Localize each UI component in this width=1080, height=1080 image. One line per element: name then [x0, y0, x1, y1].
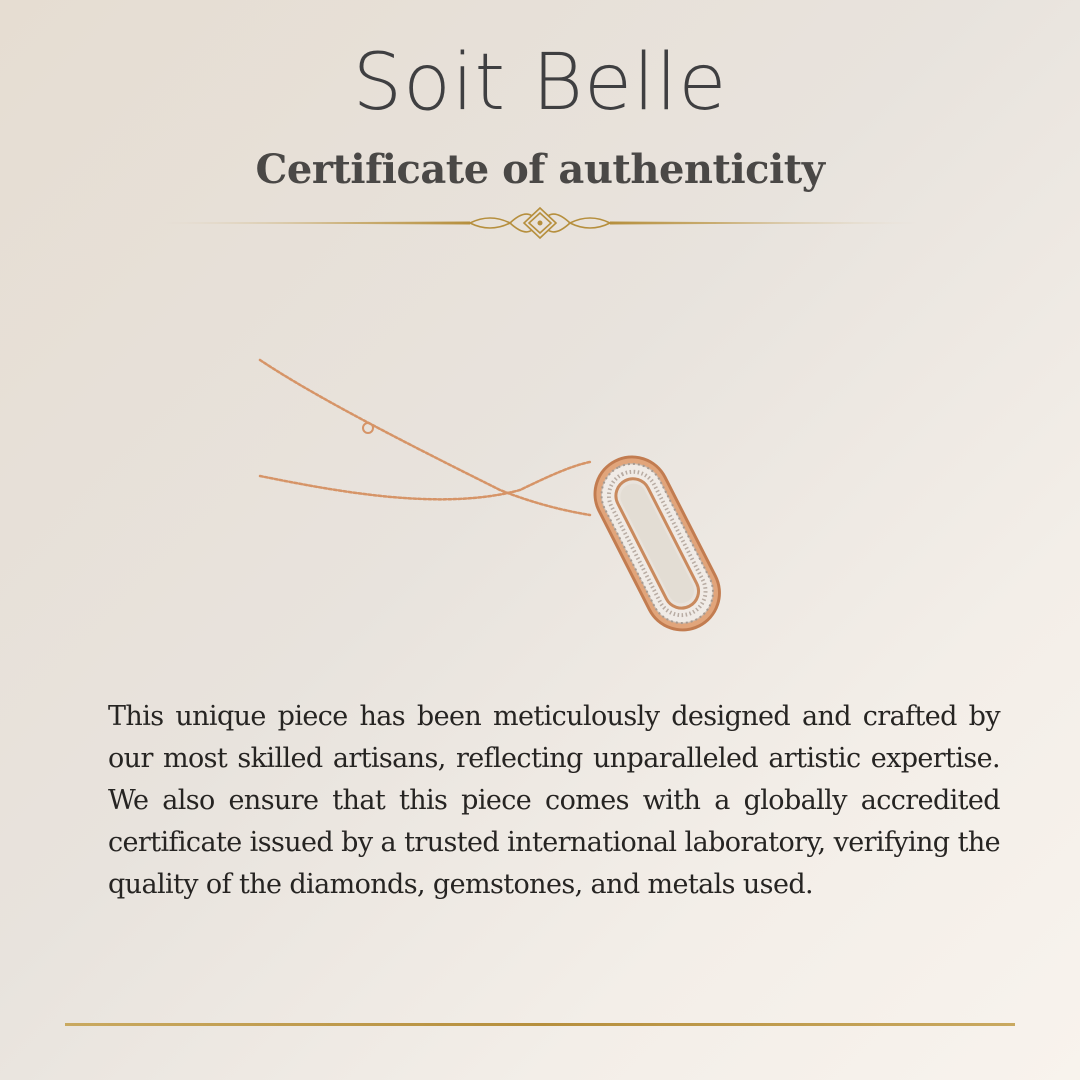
certificate-description: This unique piece has been meticulously designed and crafted by our most skilled artisans, reflecting unparalleled artistic expertise. We also ensure that this piece comes with a globally accredited certificate issued by a trusted international laboratory, verifying the quality of the diamonds, gemstones, and metals used.	[108, 701, 1000, 900]
brand-logo: Soit Belle	[352, 38, 728, 128]
pendant-necklace-image	[240, 340, 780, 650]
ornamental-divider	[160, 204, 920, 244]
bottom-divider	[65, 1023, 1015, 1026]
page-title: Certificate of authenticity	[255, 146, 825, 193]
